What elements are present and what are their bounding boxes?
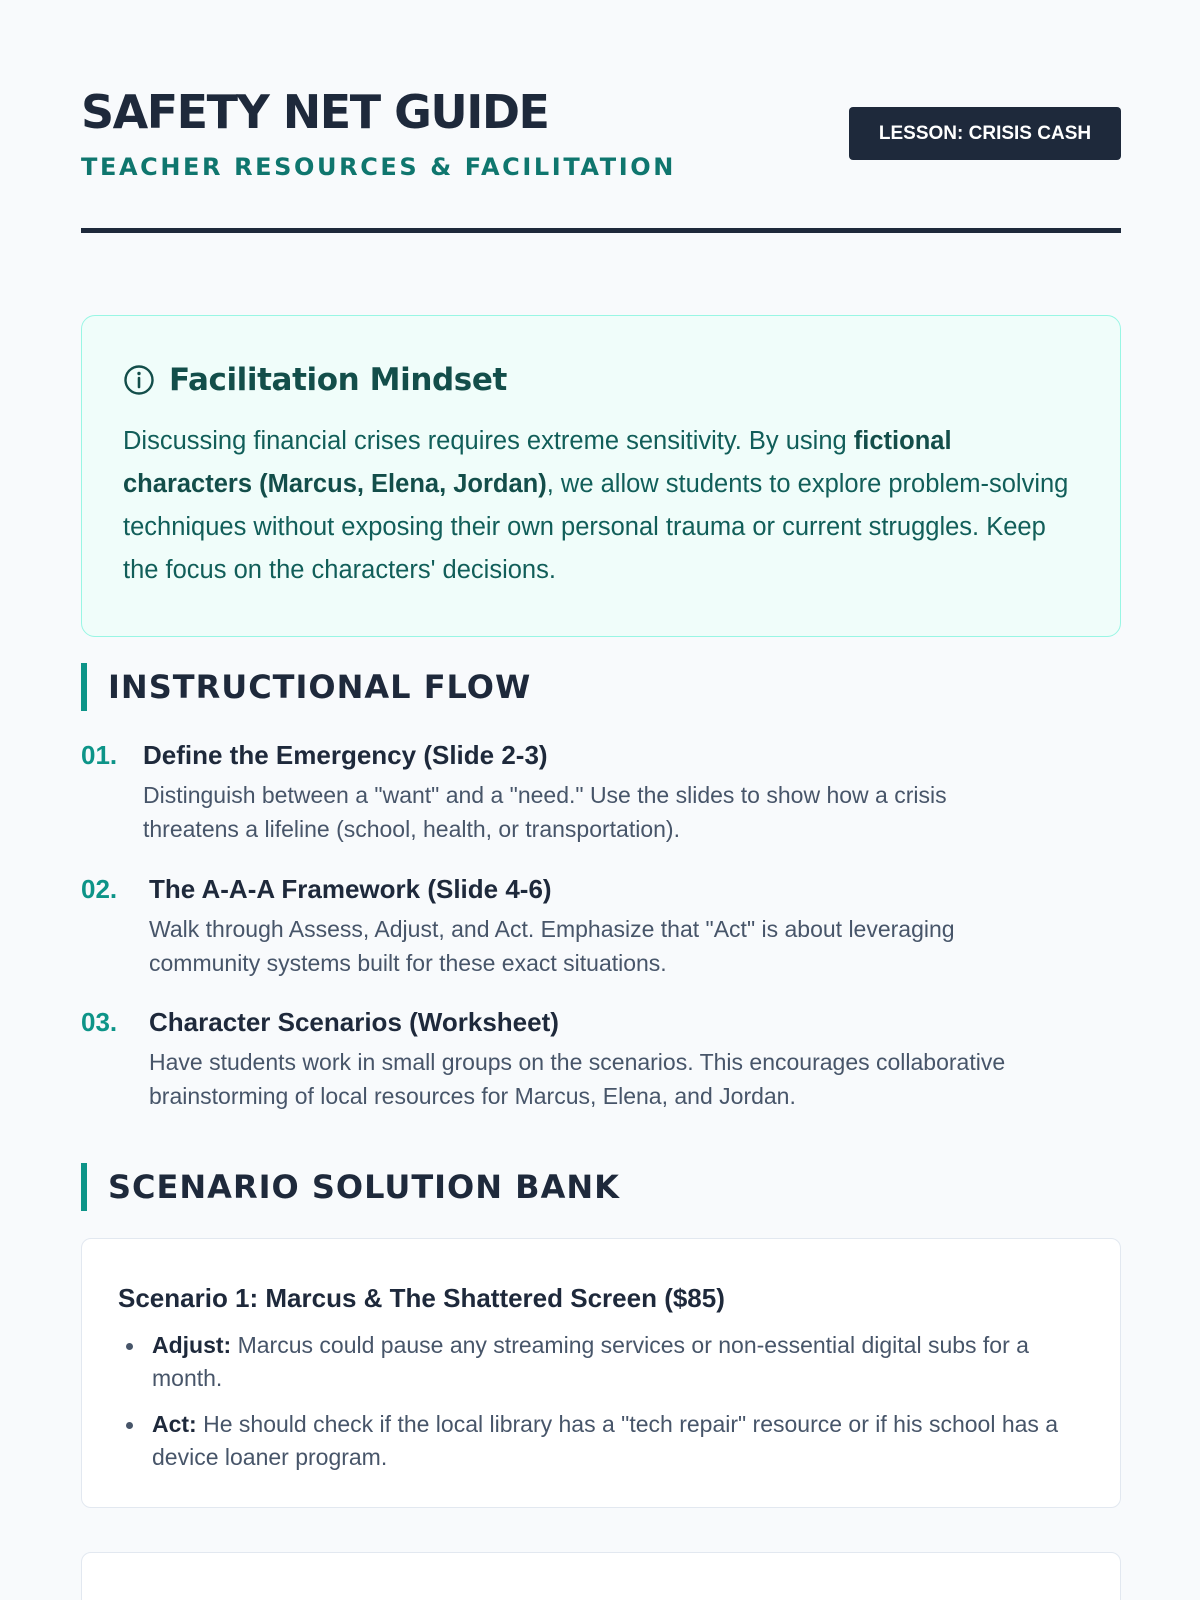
facilitation-mindset-callout [81,315,1121,637]
scenario-card [81,1552,1121,1600]
step-description: Distinguish between a "want" and a "need." Use the slides to show how a crisis threatens a lifeline (school, health, or transportation). [143,782,947,842]
header-divider [81,228,1121,233]
callout-title: Facilitation Mindset [169,362,507,398]
section-accent-bar [81,1163,87,1211]
section-title: INSTRUCTIONAL FLOW [108,668,532,706]
solution-item [118,1329,1078,1395]
teacher-guide-page [81,0,1121,1470]
page-title: SAFETY NET GUIDE [81,85,549,139]
solution-text: Marcus could pause any streaming services or non-essential digital subs for a month. [152,1332,1029,1391]
step-description: Have students work in small groups on the scenarios. This encourages collaborative brainstorming of local resources for Marcus, Elena, and Jordan. [149,1049,1006,1109]
section-accent-bar [81,663,87,711]
page-subtitle: TEACHER RESOURCES & FACILITATION [81,153,676,181]
callout-body-intro: Discussing financial crises requires extreme sensitivity. By using [123,427,854,455]
section-title: SCENARIO SOLUTION BANK [108,1168,620,1206]
callout-header [123,360,1080,400]
bullet-marker [126,1422,133,1429]
callout-body-rest: , we allow students to explore problem-solving techniques without exposing their own personal trauma or current struggles. Keep the focus on the characters' decisions. [123,470,1069,584]
solution-text: He should check if the local library has a "tech repair" resource or if his school has a device loaner program. [152,1411,1059,1470]
callout-body-emphasis: fictional characters (Marcus, Elena, Jordan) [123,427,952,498]
step-number: 03. [81,1007,118,1037]
step-title: The A-A-A Framework (Slide 4-6) [149,874,552,904]
instructional-flow-heading [81,663,531,711]
solution-label: Act: [152,1411,197,1437]
scenario-title: Scenario 1: Marcus & The Shattered Screen ($85) [118,1283,725,1313]
info-icon [123,364,155,396]
step-title: Define the Emergency (Slide 2-3) [143,740,548,770]
scenario-solution-list [118,1329,1078,1487]
solution-label: Adjust: [152,1332,232,1358]
lesson-badge: LESSON: CRISIS CASH [849,107,1121,160]
step-description: Walk through Assess, Adjust, and Act. Emphasize that "Act" is about leveraging community systems built for these exact situations. [149,916,955,976]
guide-header [81,0,1121,234]
bullet-marker [126,1343,133,1350]
step-number: 01. [81,740,118,770]
step-number: 02. [81,874,118,904]
solution-item [118,1408,1078,1474]
solution-bank-heading [81,1163,620,1211]
callout-body [123,420,1080,592]
scenario-card [81,1238,1121,1508]
step-title: Character Scenarios (Worksheet) [149,1007,559,1037]
